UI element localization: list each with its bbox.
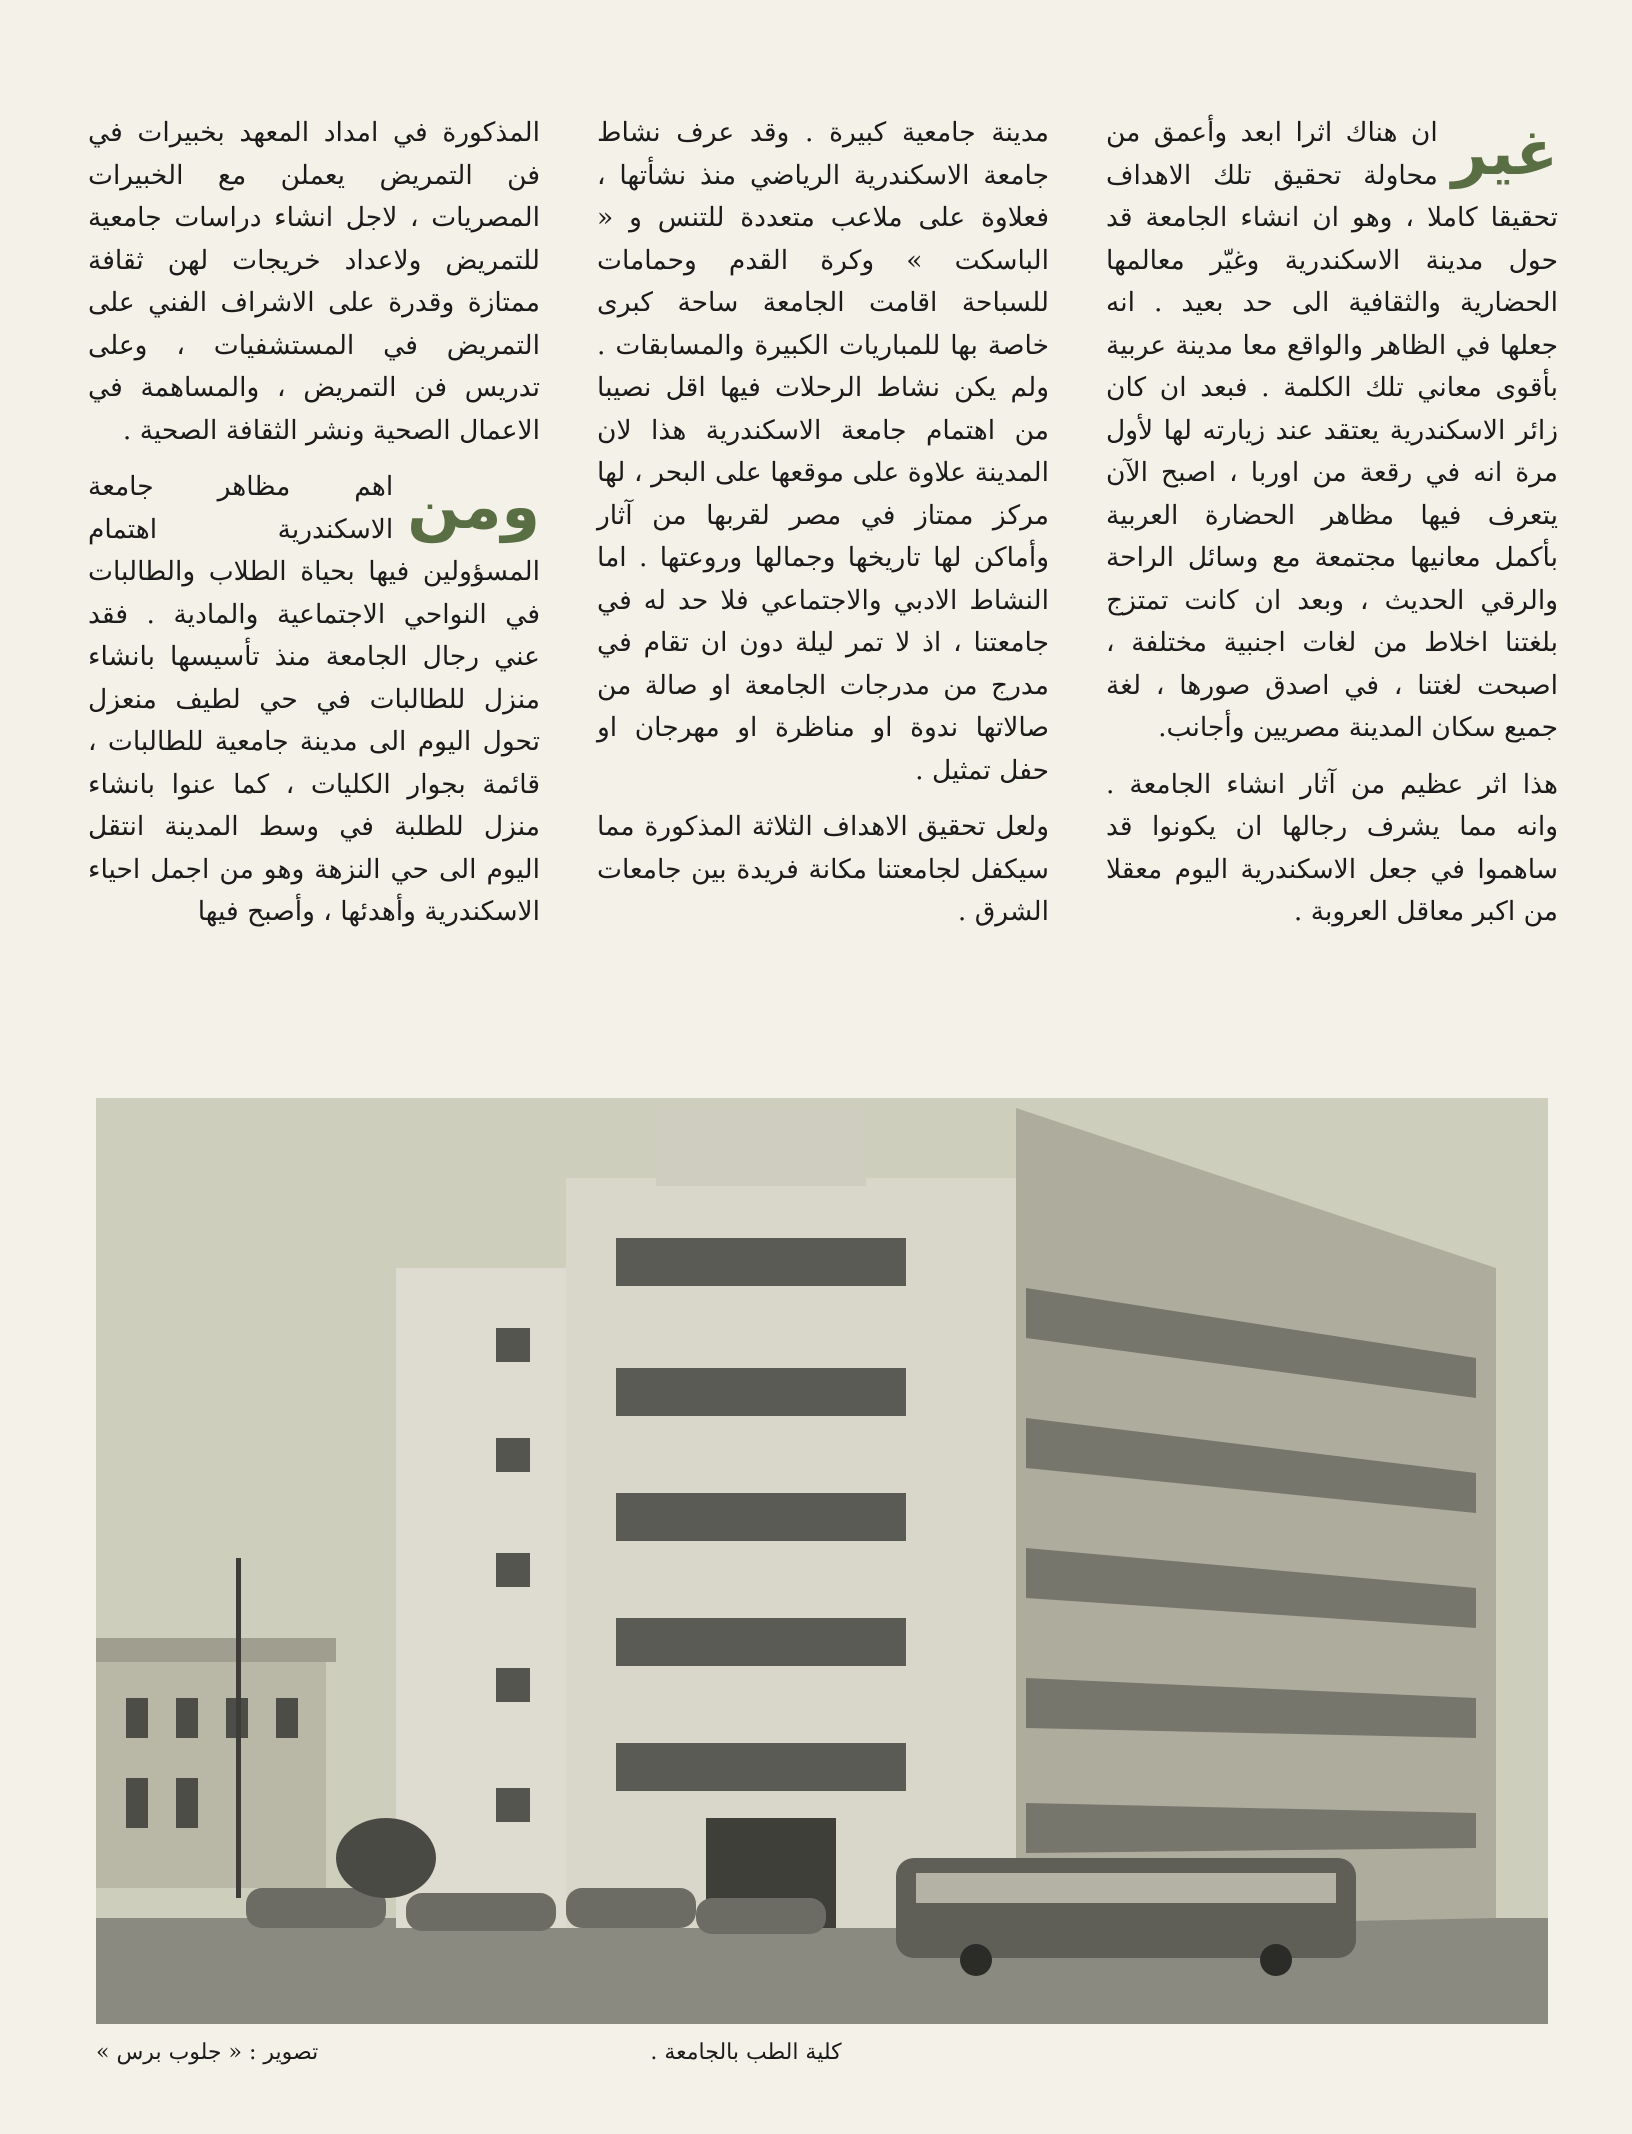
paragraph: هذا اثر عظيم من آثار انشاء الجامعة . وانه مما يشرف رجالها ان يكونوا قد ساهموا في جعل الاسكندرية اليوم معقلا من اكبر معاقل العروبة . [1106, 768, 1558, 927]
paragraph-text: اهم مظاهر جامعة الاسكندرية اهتمام المسؤولين فيها بحياة الطلاب والطالبات في النواحي الاجتماعية والمادية . فقد عني رجال الجامعة منذ تأسيسها بانشاء منزل للطالبات في حي لطيف منعزل تحول اليوم الى مدينة جامعية للطالبات ، قائمة بجوار الكليات ، كما عنوا بانشاء منزل للطلبة في وسط المدينة انتقل اليوم الى حي النزهة وهو من اجمل احياء الاسكندرية وأهدئها ، وأصبح فيها [88, 471, 540, 927]
paragraph: المذكورة في امداد المعهد بخبيرات في فن التمريض يعملن مع الخبيرات المصريات ، لاجل انشاء دراسات جامعية للتمريض ولاعداد خريجات لهن ثقافة ممتازة وقدرة على الاشراف الفني على التمريض في المستشفيات ، وعلى تدريس فن التمريض ، والمساهمة في الاعمال الصحية ونشر الثقافة الصحية . [88, 117, 540, 446]
dropcap-paragraph [1106, 112, 1558, 750]
paragraph-text: ان هناك اثرا ابعد وأعمق من محاولة تحقيق تلك الاهداف تحقيقا كاملا ، وهو ان انشاء الجامعة قد حول مدينة الاسكندرية وغيّر معالمها الحضارية والثقافية الى حد بعيد . انه جعلها في الظاهر والواقع معا مدينة عربية بأقوى معاني تلك الكلمة . فبعد ان كان زائر الاسكندرية يعتقد عند زيارته لها لأول مرة انه في رقعة من اوربا ، اصبح الآن يتعرف فيها مظاهر الحضارة العربية بأكمل معانيها مجتمعة مع وسائل الراحة والرقي الحديث ، وبعد ان كانت تمتزج بلغتنا اخلاط من لغات اجنبية مختلفة ، اصبحت لغتنا ، في اصدق صورها ، لغة جميع سكان المدينة مصريين وأجانب. [1106, 117, 1558, 743]
paragraph: مدينة جامعية كبيرة . وقد عرف نشاط جامعة الاسكندرية الرياضي منذ نشأتها ، فعلاوة على ملاعب متعددة للتنس و « الباسكت » وكرة القدم وحمامات للسباحة اقامت الجامعة ساحة كبرى خاصة بها للمباريات الكبيرة والمسابقات . ولم يكن نشاط الرحلات فيها اقل نصيبا من اهتمام جامعة الاسكندرية هذا لان المدينة علاوة على موقعها على البحر ، لها مركز ممتاز في مصر لقربها من آثار وأماكن لها تاريخها وجمالها وروعتها . اما النشاط الادبي والاجتماعي فلا حد له في جامعتنا ، اذ لا تمر ليلة دون ان تقام في مدرج من مدرجات الجامعة او صالة من صالاتها ندوة او مناظرة او مهرجان او حفل تمثيل . [597, 117, 1049, 786]
article-column-right [88, 112, 540, 1062]
article-columns [88, 112, 1558, 1062]
building-photo [96, 1098, 1548, 2024]
photograph [96, 1098, 1548, 2024]
article-column-left [1106, 112, 1558, 1062]
dropcap-paragraph [88, 466, 540, 934]
paragraph: ولعل تحقيق الاهداف الثلاثة المذكورة مما سيكفل لجامعتنا مكانة فريدة بين جامعات الشرق . [597, 811, 1049, 927]
article-column-middle [597, 112, 1049, 1062]
dropcap: غير [1451, 116, 1558, 189]
dropcap: ومن [407, 470, 540, 543]
photo-credit: تصوير : « جلوب برس » [96, 2040, 319, 2065]
photo-captions [96, 2040, 1548, 2080]
photo-caption: كلية الطب بالجامعة . [650, 2040, 842, 2065]
